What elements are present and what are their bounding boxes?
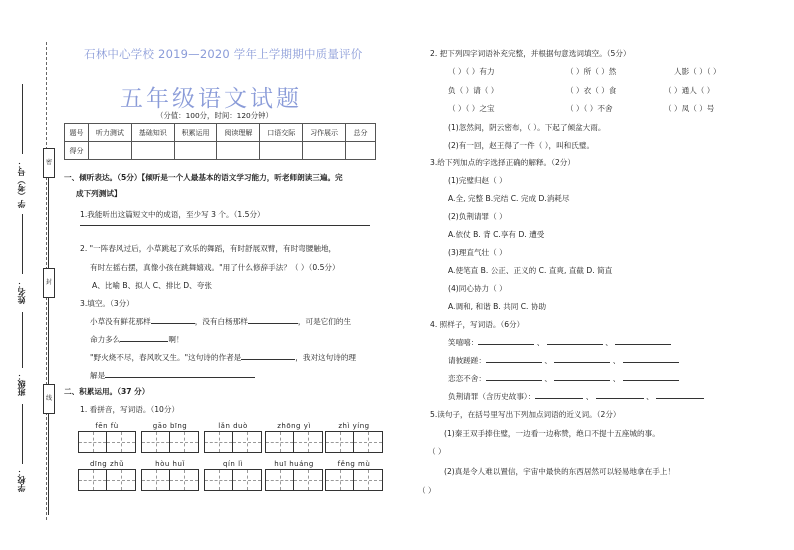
score-cell[interactable]	[174, 142, 217, 160]
pinyin-grid[interactable]	[78, 422, 136, 454]
question-1-3a	[90, 316, 351, 327]
score-table-header: 习作展示	[303, 124, 346, 142]
answer-line-1-1[interactable]	[80, 225, 370, 226]
r-q2-row2-a: 负（ ）请（ ）	[448, 86, 499, 95]
label-exam-number: 学（考）号：	[17, 160, 26, 208]
pinyin-grid[interactable]	[204, 460, 262, 492]
r-q3-item-4: (4)同心协力（ ）	[448, 284, 507, 293]
binding-tab-mi: 密	[43, 148, 55, 178]
blank[interactable]	[241, 359, 295, 360]
r-q2-sentence-2: (2)有一回，赵王得了一件（ ），叫和氏璧。	[448, 141, 595, 150]
tian-grid-cell[interactable]	[354, 431, 383, 453]
tian-grid-cell[interactable]	[141, 431, 170, 453]
pinyin-grid[interactable]	[325, 460, 383, 492]
q3c-text2: ，我对这句诗的理	[295, 353, 357, 362]
score-table-header: 基础知识	[131, 124, 174, 142]
tian-grid-cell[interactable]	[107, 431, 136, 453]
q3a-text1: 小草没有鲜花那样	[90, 317, 151, 326]
pinyin-text: fēn fù	[95, 422, 119, 430]
r-q3-options-2: A.依仗 B. 背 C.享有 D. 遭受	[448, 230, 545, 239]
score-cell[interactable]	[89, 142, 132, 160]
score-table	[64, 123, 376, 160]
section-1-title: 一、倾听表达。（5分）【倾听是一个人最基本的语文学习能力，听老师朗读三遍。完	[64, 173, 343, 182]
tian-grid-cell[interactable]	[78, 469, 107, 491]
tian-grid-cell[interactable]	[170, 469, 199, 491]
line-class	[22, 312, 23, 368]
question-1-3: 3.填空。（3分）	[80, 299, 134, 308]
q3d-text: 解是	[90, 371, 106, 380]
r-question-5: 5.读句子，在括号里写出下列加点词语的近义词。（2分）	[430, 410, 621, 419]
r-q4-label: 负荆请罪（含历史故事）：	[448, 392, 536, 401]
pinyin-text: lǎn duò	[218, 422, 248, 430]
question-1-2-options: A、比喻 B、拟人 C、排比 D、夸张	[92, 281, 212, 290]
r-q4-row-4: 负荆请罪（含历史故事）： 、 、	[448, 391, 704, 402]
blank[interactable]	[486, 380, 542, 381]
tian-grid-cell[interactable]	[141, 469, 170, 491]
pinyin-text: gāo bīng	[152, 422, 188, 430]
score-cell[interactable]	[346, 142, 376, 160]
r-q2-row2-c: （ ）通人（ ）	[664, 86, 715, 95]
blank[interactable]	[623, 380, 679, 381]
blank[interactable]	[554, 362, 610, 363]
binding-tab-feng: 封	[43, 268, 55, 298]
tian-grid-cell[interactable]	[170, 431, 199, 453]
line-school	[22, 404, 23, 464]
score-cell[interactable]	[131, 142, 174, 160]
pinyin-text: fěng mù	[337, 460, 371, 468]
r-q4-label: 恋恋不舍：	[448, 374, 486, 383]
exam-title: 五年级语文试题	[120, 86, 302, 112]
r-q4-row-2: 请彼蹉蹉： 、 、	[448, 355, 679, 366]
r-q5-paren-1[interactable]: （ ）	[428, 447, 446, 456]
r-question-2: 2. 把下列四字词语补充完整，并根据句意选词填空。（5分）	[430, 49, 631, 58]
pinyin-text: zhōng yì	[277, 422, 311, 430]
blank[interactable]	[656, 398, 704, 399]
label-school: 学校：	[17, 468, 26, 492]
blank[interactable]	[248, 323, 298, 324]
q3a-text3: ，可是它们的生	[297, 317, 352, 326]
score-table-header-row	[65, 124, 376, 142]
pinyin-grid[interactable]	[325, 422, 383, 454]
r-q2-sentence-1: (1)忽然间，阴云密布，（ ）。下起了倾盆大雨。	[448, 123, 606, 132]
r-q4-label: 笑嘻嘻：	[448, 338, 479, 347]
r-q5-sentence-2: (2)真是令人难以置信，宇宙中最快的东西居然可以轻易地拿在手上！	[444, 467, 675, 476]
r-q3-options-4: A.调和, 和谐 B. 共同 C. 协助	[448, 302, 547, 311]
label-name: 姓名：	[17, 280, 26, 304]
line-exam-number	[22, 84, 23, 154]
r-q3-item-3: (3)理直气壮（ ）	[448, 248, 507, 257]
tian-grid-cell[interactable]	[265, 469, 294, 491]
blank[interactable]	[120, 341, 168, 342]
tian-grid-cell[interactable]	[78, 431, 107, 453]
blank[interactable]	[486, 362, 542, 363]
line-name	[22, 214, 23, 274]
score-cell[interactable]	[217, 142, 260, 160]
r-q4-row-1: 笑嘻嘻： 、 、	[448, 337, 671, 348]
pinyin-text: hòu huǐ	[155, 460, 185, 468]
score-cell[interactable]	[303, 142, 346, 160]
blank[interactable]	[547, 344, 603, 345]
pinyin-text: zhì yíng	[338, 422, 370, 430]
r-q3-item-1: (1)完璧归赵（ ）	[448, 176, 507, 185]
blank[interactable]	[478, 344, 534, 345]
pinyin-text: huī huáng	[274, 460, 314, 468]
blank[interactable]	[151, 323, 195, 324]
binding-tab-xian: 线	[43, 384, 55, 414]
r-q2-row3-b: （ ）（ ）不舍	[566, 104, 613, 113]
pinyin-grid[interactable]	[204, 422, 262, 454]
r-q2-row1-b: （ ）所（ ）然	[566, 67, 617, 76]
tian-grid-cell[interactable]	[294, 469, 323, 491]
q3c-text1: "野火烧不尽，春风吹又生。"这句诗的作者是	[90, 353, 242, 362]
r-q2-row3-a: （ ）（ ）之宝	[448, 104, 495, 113]
tian-grid-cell[interactable]	[233, 431, 262, 453]
r-q3-item-2: (2)负荆请罪（ ）	[448, 212, 507, 221]
tian-grid-cell[interactable]	[325, 469, 354, 491]
tian-grid-cell[interactable]	[265, 431, 294, 453]
section-2-title: 二、积累运用。（37 分）	[64, 387, 150, 396]
pinyin-text: qín lì	[223, 460, 243, 468]
pinyin-text: dīng zhǔ	[89, 460, 125, 468]
q3b-text1: 命力多么	[90, 335, 121, 344]
r-q2-row2-b: （ ）衣（ ）食	[566, 86, 617, 95]
r-q3-options-1: A.全, 完整 B.完结 C. 完成 D.消耗尽	[448, 194, 570, 203]
score-table-header: 阅读理解	[217, 124, 260, 142]
r-q4-row-3: 恋恋不舍： 、 、	[448, 373, 679, 384]
blank[interactable]	[105, 377, 255, 378]
score-table-header: 题号	[65, 124, 89, 142]
question-1-3c	[90, 352, 356, 363]
r-q2-row3-c: （ ）凤（ ）号	[664, 104, 715, 113]
r-q4-label: 请彼蹉蹉：	[448, 356, 486, 365]
section-1-title-cont: 成下列测试】	[76, 189, 122, 198]
q3b-text2: 啊！	[168, 335, 184, 344]
question-2-1: 1. 看拼音，写词语。（10分）	[80, 405, 180, 414]
tian-grid-cell[interactable]	[204, 469, 233, 491]
school-title: 石林中心学校 2019—2020 学年上学期期中质量评价	[84, 47, 363, 61]
tian-grid-cell[interactable]	[294, 431, 323, 453]
r-q2-row1-a: （ ）（ ）有力	[448, 67, 495, 76]
r-q5-paren-2[interactable]: （ ）	[418, 486, 436, 495]
tian-grid-cell[interactable]	[325, 431, 354, 453]
blank[interactable]	[596, 398, 644, 399]
binding-line	[48, 148, 49, 515]
tian-grid-cell[interactable]	[233, 469, 262, 491]
score-info: （分值：100分，时间：120分钟）	[156, 111, 273, 120]
question-1-1: 1.我能听出这篇短文中的成语，至少写 3 个。（1.5分）	[80, 210, 265, 219]
score-table-score-row	[65, 142, 376, 160]
pinyin-grid[interactable]	[141, 422, 199, 454]
tian-grid-cell[interactable]	[354, 469, 383, 491]
blank[interactable]	[615, 344, 671, 345]
r-q2-row1-c: 人影（ ）（ ）	[674, 67, 721, 76]
question-1-2-cont: 有时左摇右摆，真像小孩在跳舞嬉戏。"用了什么修辞手法？（ ）（0.5分）	[90, 263, 340, 272]
pinyin-grid[interactable]	[141, 460, 199, 492]
r-question-3: 3.给下列加点的字选择正确的解释。（2分）	[430, 158, 575, 167]
score-row-label: 得分	[65, 142, 89, 160]
score-table-header: 总分	[346, 124, 376, 142]
r-question-4: 4. 照样子，写词语。（6分）	[430, 320, 525, 329]
pinyin-grid[interactable]	[265, 460, 323, 492]
blank[interactable]	[623, 362, 679, 363]
label-class: 班级：	[17, 372, 26, 396]
question-1-3d	[90, 370, 255, 381]
question-1-3b	[90, 334, 184, 345]
score-cell[interactable]	[260, 142, 303, 160]
score-table-header: 积累运用	[174, 124, 217, 142]
tian-grid-cell[interactable]	[204, 431, 233, 453]
tian-grid-cell[interactable]	[107, 469, 136, 491]
blank[interactable]	[554, 380, 610, 381]
q3a-text2: ，没有白杨那样	[194, 317, 248, 326]
question-1-2: 2. "一阵春风过后，小草跳起了欢乐的舞蹈，有时舒展双臂，有时弯腰触地，	[80, 244, 337, 253]
pinyin-grid[interactable]	[78, 460, 136, 492]
pinyin-grid[interactable]	[265, 422, 323, 454]
r-q5-sentence-1: (1)秦王双手捧住璧，一边看一边称赞，绝口不提十五座城的事。	[444, 429, 660, 438]
score-table-header: 听力测试	[89, 124, 132, 142]
r-q3-options-3: A.使笔直 B. 公正、正义的 C. 直爽, 直截 D. 简直	[448, 266, 613, 275]
score-table-header: 口语交际	[260, 124, 303, 142]
blank[interactable]	[535, 398, 583, 399]
